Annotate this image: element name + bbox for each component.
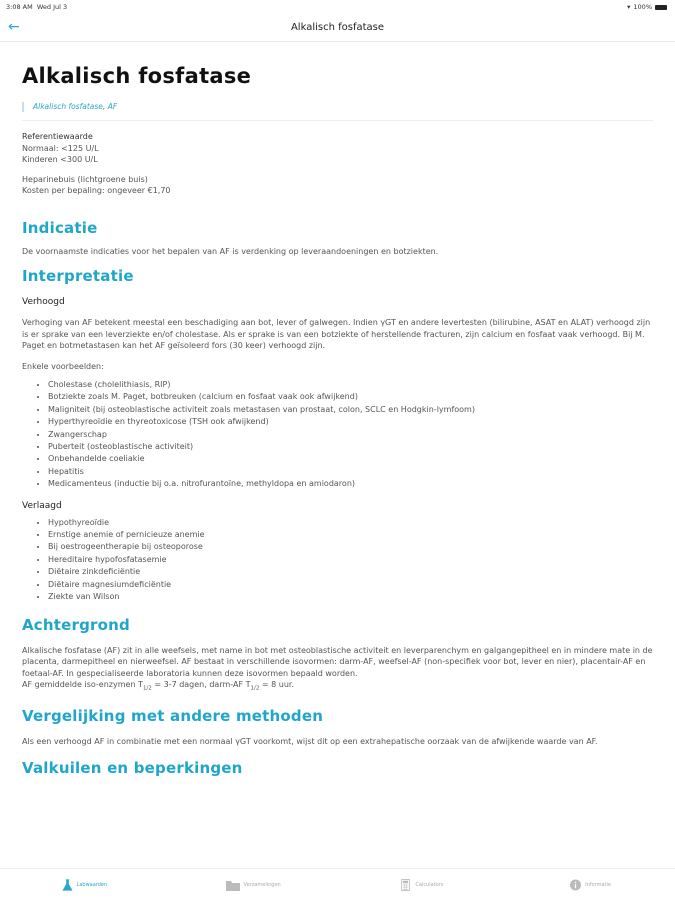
- sample-tube: Heparinebuis (lichtgroene buis): [22, 174, 148, 184]
- list-item: • Onbehandelde coeliakie: [48, 453, 653, 465]
- reference-normal: Normaal: <125 U/L: [22, 143, 99, 153]
- tab-label: Calculators: [415, 881, 444, 888]
- tab-verzamelingen[interactable]: [169, 869, 338, 900]
- examples-label: Enkele voorbeelden:: [22, 361, 104, 371]
- tab-calculators[interactable]: [338, 869, 507, 900]
- list-item: • Ziekte van Wilson: [48, 591, 653, 603]
- heading-vergelijking: Vergelijking met andere methoden: [22, 707, 324, 726]
- list-item: • Hereditaire hypofosfatasemie: [48, 554, 653, 566]
- tab-label: Verzamelingen: [243, 881, 281, 888]
- article[interactable]: [0, 42, 675, 868]
- flask-icon: [62, 879, 73, 891]
- info-icon: [570, 879, 581, 891]
- folder-icon: [226, 879, 240, 891]
- list-item: • Bij oestrogeentherapie bij osteoporose: [48, 541, 653, 553]
- reference-label: Referentiewaarde: [22, 132, 93, 141]
- list-item: • Medicamenteus (inductie bij o.a. nitrofurantoïne, methyldopa en amiodaron): [48, 478, 653, 490]
- battery-icon: [655, 5, 667, 10]
- list-item: • Hyperthyreoïdie en thyreotoxicose (TSH ook afwijkend): [48, 416, 653, 428]
- reference-values: [22, 131, 653, 166]
- battery-percent: 100%: [633, 3, 652, 11]
- calculator-icon: [400, 879, 411, 891]
- nav-title: Alkalisch fosfatase: [290, 22, 385, 33]
- status-bar: [0, 0, 675, 14]
- list-item: • Cholestase (cholelithiasis, RIP): [48, 379, 653, 391]
- list-item: • Botziekte zoals M. Paget, botbreuken (calcium en fosfaat vaak ook afwijkend): [48, 391, 653, 403]
- heading-interpretatie: Interpretatie: [22, 267, 134, 285]
- list-item: • Diëtaire zinkdeficiëntie: [48, 566, 653, 578]
- achtergrond-text: [22, 645, 653, 696]
- list-item: • Hepatitis: [48, 466, 653, 478]
- list-item: • Puberteit (osteoblastische activiteit): [48, 441, 653, 453]
- reference-children: Kinderen <300 U/L: [22, 155, 98, 164]
- tab-labwaarden[interactable]: [0, 869, 169, 900]
- list-item: • Diëtaire magnesiumdeficiëntie: [48, 579, 653, 591]
- list-item: • Ernstige anemie of pernicieuze anemie: [48, 529, 653, 541]
- sample-info: [22, 174, 653, 197]
- list-item: • Zwangerschap: [48, 429, 653, 441]
- list-item: • Maligniteit (bij osteoblastische activiteit zoals metastasen van prostaat, colon, SCLC en Hodgkin-lymfoom): [48, 404, 653, 416]
- vergelijking-text: Als een verhoogd AF in combinatie met een normaal γGT voorkomt, wijst dit op een extrahepatische oorzaak van de afwijkende waarde van AF.: [22, 737, 598, 747]
- verlaagd-list: [22, 517, 653, 604]
- back-arrow-icon[interactable]: ←: [8, 19, 20, 35]
- verhoogd-text: Verhoging van AF betekent meestal een beschadiging aan bot, lever of galwegen. Indien γGT en andere levertesten (bilirubine, ASAT en ALAT) verhoogd zijn is er sprake van een leverziekte en/of cholestase. Als er sprake is van een botziekte of herstellende fracturen, zijn calcium en fosfaat vaak verhoogd. Bij M. Paget en botmetastasen kan het AF geïsoleerd fors (30 keer) verhoogd zijn.: [22, 318, 651, 350]
- tab-label: Informatie: [585, 881, 612, 888]
- divider: [22, 120, 653, 121]
- alias: Alkalisch fosfatase, AF: [22, 102, 653, 112]
- halflife-line: AF gemiddelde iso-enzymen $T_{1/2} = 3-7$ dagen, darm-AF $T_{1/2} = 8$ uur.: [22, 680, 294, 692]
- tab-informatie[interactable]: [506, 869, 675, 900]
- status-right: [627, 3, 667, 11]
- nav-bar: [0, 14, 675, 42]
- heading-indicatie: Indicatie: [22, 218, 98, 237]
- tab-label: Labwaarden: [76, 881, 108, 888]
- heading-valkuilen: Valkuilen en beperkingen: [22, 758, 243, 777]
- subheading-verlaagd: Verlaagd: [22, 500, 62, 511]
- tab-bar: [0, 868, 675, 900]
- page-title: Alkalisch fosfatase: [22, 64, 252, 88]
- subheading-verhoogd: Verhoogd: [22, 297, 65, 307]
- list-item: • Hypothyreoïdie: [48, 517, 653, 529]
- heading-achtergrond: Achtergrond: [22, 615, 130, 634]
- sample-cost: Kosten per bepaling: ongeveer €1,70: [22, 186, 171, 195]
- wifi-icon: ▾: [627, 3, 631, 11]
- achtergrond-paragraph: Alkalische fosfatase (AF) zit in alle weefsels, met name in bot met osteoblastische activiteit en leverparenchym en galgangepitheel en in mindere mate in de placenta, darmepitheel en nierweefsel. AF bestaat in verschillende isovormen: darm-AF, weefsel-AF (non-specifiek voor bot, lever en nier), placentair-AF en foetaal-AF. In gespecialiseerde laboratoria kunnen deze isovormen bepaald worden.: [22, 645, 653, 678]
- status-time: 3:08 AM Wed Jul 3: [6, 3, 68, 11]
- verhoogd-list: [22, 379, 653, 491]
- indicatie-text: De voornaamste indicaties voor het bepalen van AF is verdenking op leveraandoeningen en botziekten.: [22, 246, 439, 256]
